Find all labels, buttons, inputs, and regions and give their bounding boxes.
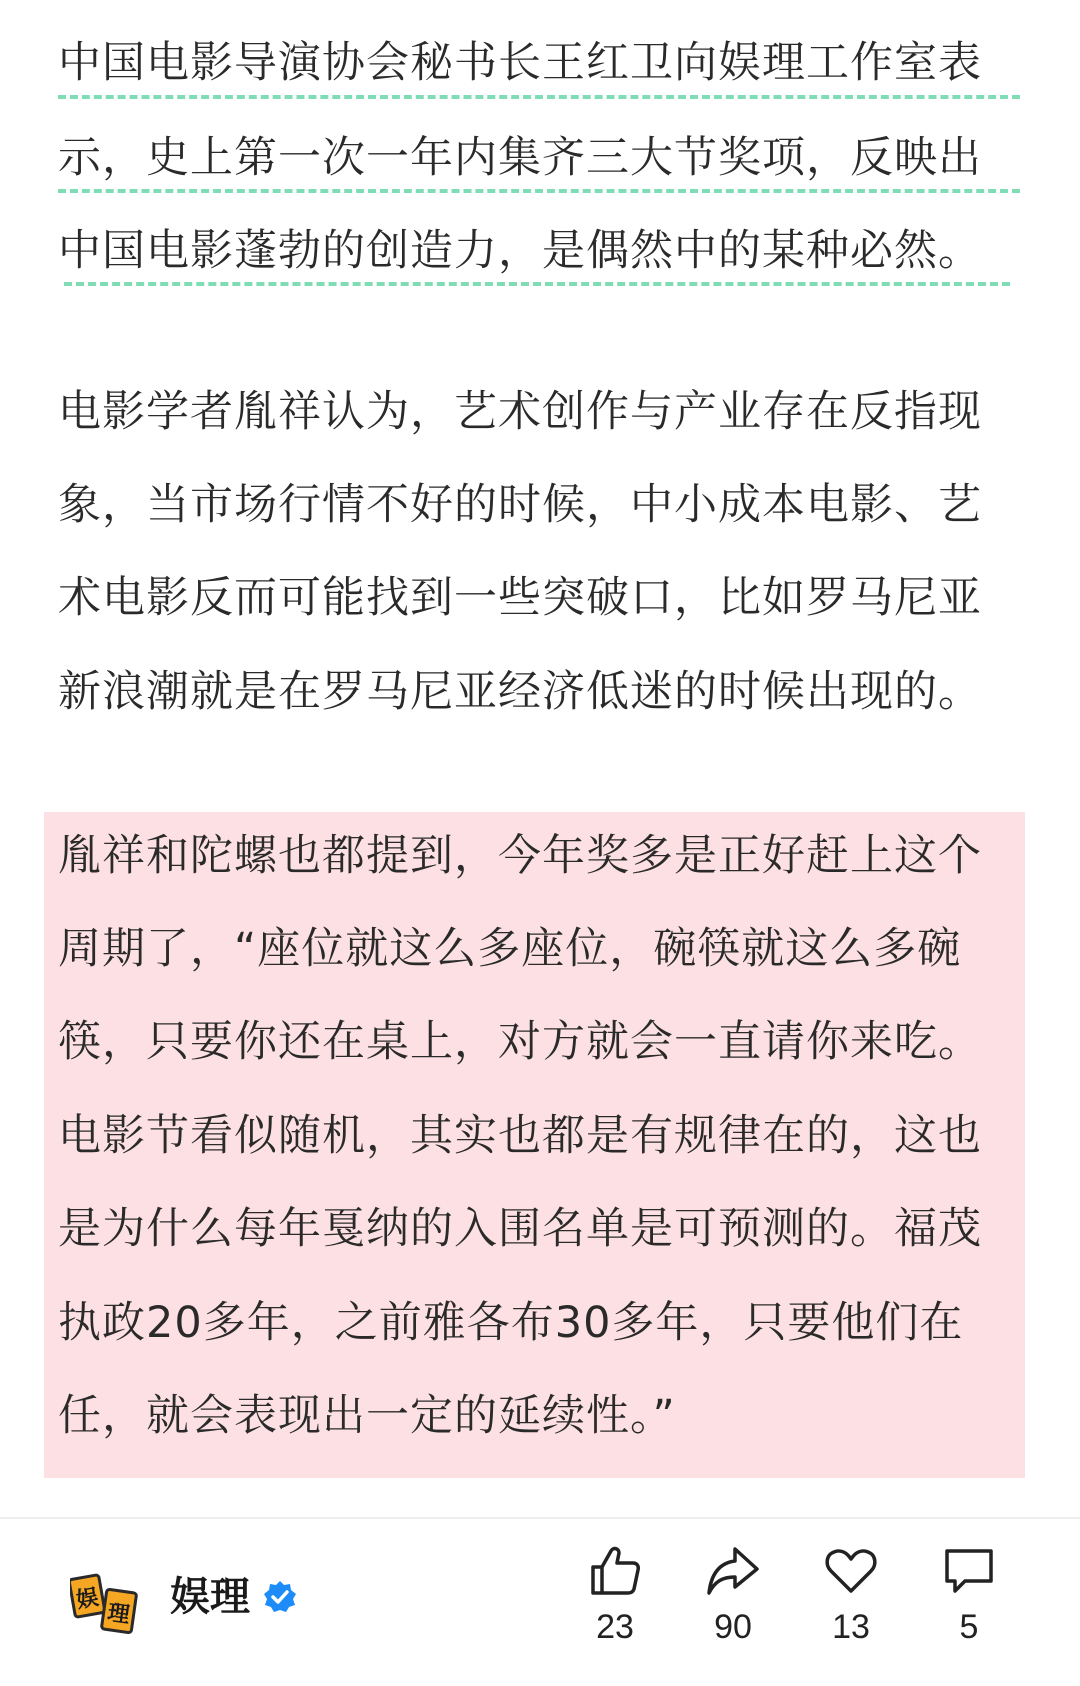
avatar-text-2: 理 xyxy=(105,1600,132,1629)
quote-line-1: 胤祥和陀螺也都提到，今年奖多是正好赶上这个 xyxy=(58,831,982,881)
author-avatar[interactable] xyxy=(70,1571,138,1639)
paragraph-1-line-1: 中国电影导演协会秘书长王红卫向娱理工作室表 xyxy=(58,38,982,88)
like-count: 23 xyxy=(596,1608,634,1646)
share-arrow-icon xyxy=(705,1543,761,1599)
favorite-button[interactable] xyxy=(806,1543,896,1673)
share-count: 90 xyxy=(714,1608,752,1646)
comment-button[interactable] xyxy=(924,1543,1014,1673)
post-footer xyxy=(0,1519,1080,1686)
underline-dashed xyxy=(64,282,1010,286)
paragraph-2-line-4: 新浪潮就是在罗马尼亚经济低迷的时候出现的。 xyxy=(58,667,982,717)
quote-line-6: 执政20多年，之前雅各布30多年，只要他们在 xyxy=(58,1298,964,1348)
comment-count: 5 xyxy=(959,1608,979,1646)
quote-line-4: 电影节看似随机，其实也都是有规律在的，这也 xyxy=(58,1111,982,1161)
quote-line-5: 是为什么每年戛纳的入围名单是可预测的。福茂 xyxy=(58,1204,982,1254)
paragraph-2-line-2: 象，当市场行情不好的时候，中小成本电影、艺 xyxy=(58,480,982,530)
heart-icon xyxy=(823,1543,879,1599)
comment-bubble-icon xyxy=(941,1543,997,1599)
paragraph-1-line-2: 示，史上第一次一年内集齐三大节奖项，反映出 xyxy=(58,133,982,183)
underline-dashed xyxy=(58,95,1020,99)
paragraph-2-line-1: 电影学者胤祥认为，艺术创作与产业存在反指现 xyxy=(58,387,982,437)
avatar-text-1: 娱 xyxy=(74,1585,101,1614)
verified-badge-icon xyxy=(262,1579,298,1615)
quote-line-2: 周期了，“座位就这么多座位，碗筷就这么多碗 xyxy=(58,924,962,974)
quote-line-7: 任，就会表现出一定的延续性。” xyxy=(58,1391,676,1441)
thumbs-up-icon xyxy=(587,1543,643,1599)
favorite-count: 13 xyxy=(832,1608,870,1646)
share-button[interactable] xyxy=(688,1543,778,1673)
author-name[interactable]: 娱理 xyxy=(170,1574,250,1620)
paragraph-1-line-3: 中国电影蓬勃的创造力，是偶然中的某种必然。 xyxy=(58,226,982,276)
paragraph-2-line-3: 术电影反而可能找到一些突破口，比如罗马尼亚 xyxy=(58,573,982,623)
quote-line-3: 筷，只要你还在桌上，对方就会一直请你来吃。 xyxy=(58,1017,982,1067)
underline-dashed xyxy=(58,189,1020,193)
like-button[interactable] xyxy=(570,1543,660,1673)
